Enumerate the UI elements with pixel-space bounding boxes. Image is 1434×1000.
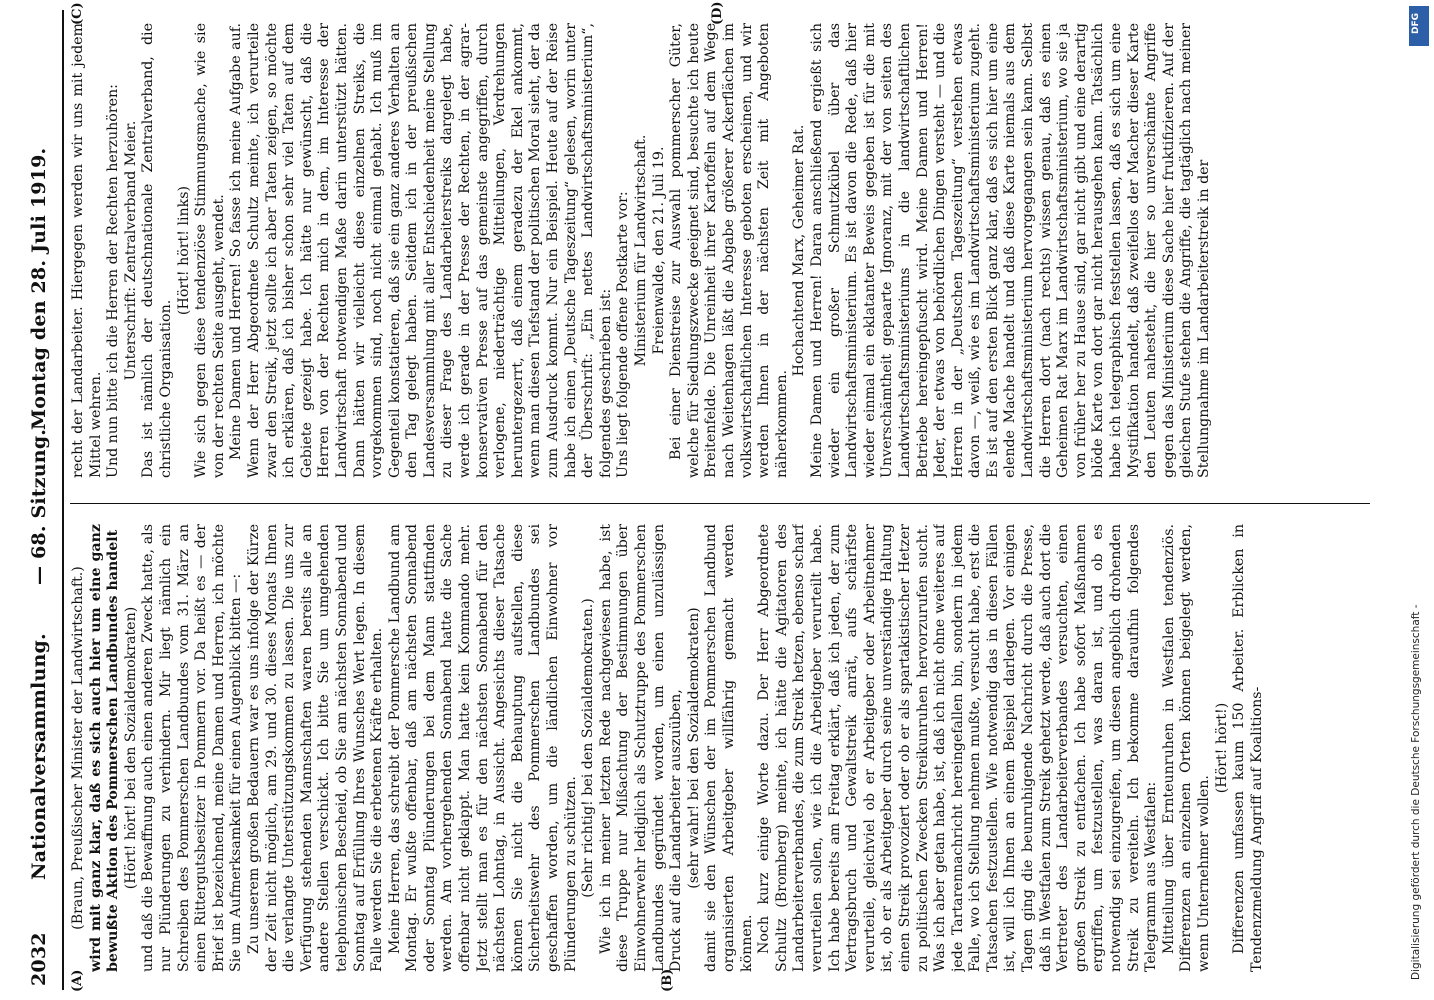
header-date: Montag den 28. Juli 1919. (28, 147, 50, 430)
quoted-letter: Zu unserem großen Bedauern war es uns infolge der Kürze der Zeit nicht möglich, am 29. und 30. dieses Monats Ihnen die verlangte Unterstützungskommen zu lassen. Die uns zur Verfügung stehenden Mannschaften waren bereits alle an andere Stellen verschickt. Ich bitte Sie um umgehenden telephonischen Bescheid, ob Sie am nächsten Sonnabend und Sonntag auf Erfüllung Ihres Wunsches Wert legen. In diesem Falle werden Sie die erbetenen Kräfte erhalten. (245, 524, 386, 972)
interjection: (Hört! hört! bei den Sozialdemokraten) (122, 606, 139, 890)
paragraph: damit sie den Wünschen der im Pommerschen Landbund organisierten Arbeitgeber willfährig gemacht werden können. (703, 524, 755, 972)
column-divider (70, 503, 1370, 504)
margin-marker-d: (D) (710, 1, 725, 25)
postcard-signature: Hochachtend Marx, Geheimer Rat. (791, 124, 808, 377)
paragraph: Uns liegt folgende offene Postkarte vor: (615, 191, 632, 478)
page-number: 2032 (28, 932, 50, 986)
interjection: (sehr wahr! bei den Sozialdemokraten) (685, 607, 702, 889)
header-session: — 68. Sitzung. (28, 428, 50, 585)
right-column (70, 23, 1370, 478)
interjection: (Hört! hört!) (1213, 702, 1230, 794)
margin-marker-a: (A) (70, 969, 85, 992)
margin-marker-c: (C) (70, 2, 85, 25)
postcard-body: Bei einer Dienstreise zur Auswahl pommerscher Güter, welche für Siedlungszwecke geeignet sind, besuchte ich heute Breitenfelde. Die Unreinheit ihrer Kartoffeln auf dem Wege nach Weitenhagen läßt die Abgabe größerer Ackerflächen im volkswirtschaftlichen Interesse geboten erscheinen, und wir werden Ihnen in der nächsten Zeit mit Angeboten näherkommen. (668, 23, 790, 478)
paragraph: recht der Landarbeiter. Hiergegen werden wir uns mit jedem Mittel wehren. (70, 23, 104, 478)
paragraph: Wie ich in meiner letzten Rede nachgewiesen habe, ist diese Truppe nur Mißachtung der Bestimmungen über Einwohnerwehr lediglich als Schutztruppe des Pommerschen Landbundes gegründet worden, um einen unzulässigen Druck auf die Landarbeiter auszuüben, (597, 524, 685, 972)
quoted-telegram: Mitteilung über Ernteunruhen in Westfalen tendenziös. Differenzen an einzelnen Orten können beigelegt werden, wenn Unternehmer wollen. (1160, 524, 1212, 972)
header-rule (62, 10, 64, 990)
paragraph: und daß die Bewaffnung auch einen anderen Zweck hatte, als nur Plünderungen zu verhindern. Mir liegt nämlich ein Schreiben des Pommerschen Landbundes vom 31. März an einen Rittergutsbesitzer in Pommern vor. Da heißt es — der Brief ist bezeichnend, meine Damen und Herren, ich möchte Sie um Aufmerksamkeit für einen Augenblick bitten —: (140, 524, 245, 972)
digitization-credit (1410, 120, 1428, 980)
document-page (10, 1, 1390, 992)
postcard-heading: Ministerium für Landwirtschaft. (633, 134, 649, 367)
interjection: (Hört! hört! links) (175, 185, 192, 316)
paragraph: Das ist nämlich der deutschnationale Zentralverband, die christliche Organisation. (140, 23, 174, 478)
paragraph: wird mit ganz klar, daß es sich auch hier um eine ganz bewußte Aktion des Pommerschen Landbundes handelt (87, 524, 122, 972)
signature-line: Unterschrift: Zentralverband Meier. (122, 120, 139, 381)
paragraph: Meine Damen und Herren! So fasse ich meine Aufgabe auf. Wenn der Herr Abgeordnete Schultz meinte, ich verurteile zwar den Streik, jetzt sollte ich aber Taten zeigen, so möchte ich erklären, daß ich bisher schon sehr viel Taten auf dem Gebiete gezeigt habe. Ich hätte nur gewünscht, daß die Herren von der Rechten mich in dem, im Interesse der Landwirtschaft notwendigen Maße darin unterstützt hätten. Dann hätten wir vielleicht diese einzelnen Streiks, die vorgekommen sind, noch nicht einmal gehabt. Ich muß im Gegenteil konstatieren, daß sie ein ganz anderes Verhalten an den Tag gelegt haben. Seitdem ich in der preußischen Landesversammlung mit aller Entschiedenheit meine Stellung zu dieser Frage des Landarbeiterstreiks dargelegt habe, werde ich gerade in der Presse der Rechten, in der agrar-konservativen Presse auf das gemeinste angegriffen, durch verlogene, niederträchtige Mitteilungen, Verdrehungen heruntergezerrt, daß einem geradezu der Ekel ankommt, wenn man diesen Tiefstand der politischen Moral sieht, der da zum Ausdruck kommt. Nur ein Beispiel. Heute auf der Reise habe ich einen „Deutsche Tageszeitung“ gelesen, worin unter der Überschrift: „Ein nettes Landwirtschaftsministerium“, folgendes geschrieben ist: (228, 23, 614, 478)
speaker-line: (Braun, Preußischer Minister der Landwirtschaft.) (70, 566, 86, 930)
interjection: (Sehr richtig! bei den Sozialdemokraten.) (580, 598, 597, 898)
paragraph: Differenzen umfassen kaum 150 Arbeiter. Erblicken in Tendenzmeldung Angriff auf Koalitions- (1231, 524, 1265, 972)
header-title: Nationalversammlung. (28, 633, 50, 880)
left-column (70, 524, 1370, 972)
postcard-date: Freienwalde, den 21. Juli 19. (650, 146, 667, 355)
margin-marker-b: (B) (660, 968, 675, 992)
page-header (28, 10, 58, 990)
paragraph: Und nun bitte ich die Herren der Rechten herzuhören: (105, 84, 122, 478)
paragraph: Meine Damen und Herren! Daran anschließend ergießt sich wieder ein großer Schmutzkübel über das Landwirtschaftsministerium. Es ist davon die Rede, daß hier wieder einmal ein eklatanter Beweis gegeben ist für die mit Unverschämtheit gepaarte Ignoranz, mit der von seiten des Landwirtschaftsministeriums in die landwirtschaftlichen Betriebe hereingepfuscht wird. Meine Damen und Herren! Jeder, der etwas von behördlichen Dingen versteht — und die Herren in der „Deutschen Tageszeitung“ verstehen etwas davon —, weiß, wie es im Landwirtschaftsministerium zugeht. Es ist auf den ersten Blick ganz klar, daß es sich hier um eine elende Mache handelt und daß diese Karte niemals aus dem Landwirtschaftsministerium hervorgegangen sein kann. Selbst die Herren dort (nach rechts) wissen genau, daß es einen Geheimen Rat Marx im Landwirtschaftsministerium, wo sie ja von früher her zu Hause sind, gar nicht gibt und eine derartig blöde Karte von dort gar nicht herausgehen kann. Tatsächlich habe ich telegraphisch feststellen lassen, daß es sich um eine Mystifikation handelt, daß zweifellos der Macher dieser Karte den Leuten nahesteht, die hier so unverschämte Angriffe gegen das Ministerium diese Sache hier fruktifizieren. Auf der gleichen Stufe stehen die Angriffe, die tagtäglich nach meiner Stellungnahme im Landarbeiterstreik in der (808, 23, 1212, 478)
paragraph: Wie sich gegen diese tendenziöse Stimmungsmache, wie sie von der rechten Seite ausgeht, wendet. (193, 23, 227, 478)
paragraph: Noch kurz einige Worte dazu. Der Herr Abgeordnete Schultz (Bromberg) meinte, ich hätte die Agitatoren des Landarbeiterverbandes, die zum Streik hetzen, ebenso scharf verurteilen sollen, wie ich die Arbeitgeber verurteilt habe. Ich habe bereits am Freitag erklärt, daß ich jeden, der zum Vertragsbruch und Gewaltstreik anrät, aufs schärfste verurteile, gleichviel ob er Arbeitgeber oder Arbeitnehmer ist, ob er als Arbeitgeber durch seine unverständige Haltung einen Streik provoziert oder ob er als spartakistischer Hetzer zu politischen Zwecken Streikunruhen hervorzurufen sucht. Was ich aber getan habe, ist, daß ich nicht ohne weiteres auf jede Tartarennachricht hereingefallen bin, sondern in jedem Falle, wo ich Stellung nehmen mußte, versucht habe, erst die Tatsachen festzustellen. Wie notwendig das in diesen Fällen ist, will ich Ihnen an einem Beispiel darlegen. Vor einigen Tagen ging die beunruhigende Nachricht durch die Presse, daß in Westfalen zum Streik gehetzt werde, daß auch dort die Vertreter des Landarbeiterverbandes versuchten, einen großen Streik zu entfachen. Ich habe sofort Maßnahmen ergriffen, um festzustellen, was daran ist, und ob es notwendig sei einzugreifen, um diesen angeblich drohenden Streik zu vereiteln. Ich bekomme daraufhin folgendes Telegramm aus Westfalen: (756, 524, 1160, 972)
dfg-logo: DFG (1409, 6, 1429, 46)
paragraph: Meine Herren, das schreibt der Pommersche Landbund am Montag. Er wußte offenbar, daß am nächsten Sonnabend oder Sonntag Plünderungen bei dem Mann stattfinden werden. Am vorhergehenden Sonnabend hatte die Sache offenbar nicht geklappt. Man hatte kein Kommando mehr. Jetzt stellt man es für den nächsten Sonnabend für den nächsten Lohntag, in Aussicht. Angesichts dieser Tatsache können Sie nicht die Behauptung aufstellen, diese Sicherheitswehr des Pommerschen Landbundes sei geschaffen worden, um die ländlichen Einwohner vor Plünderungen zu schützen. (386, 524, 579, 972)
digitization-credit-text: Digitalisierung gefördert durch die Deutsche Forschungsgemeinschaft - (1410, 604, 1422, 980)
